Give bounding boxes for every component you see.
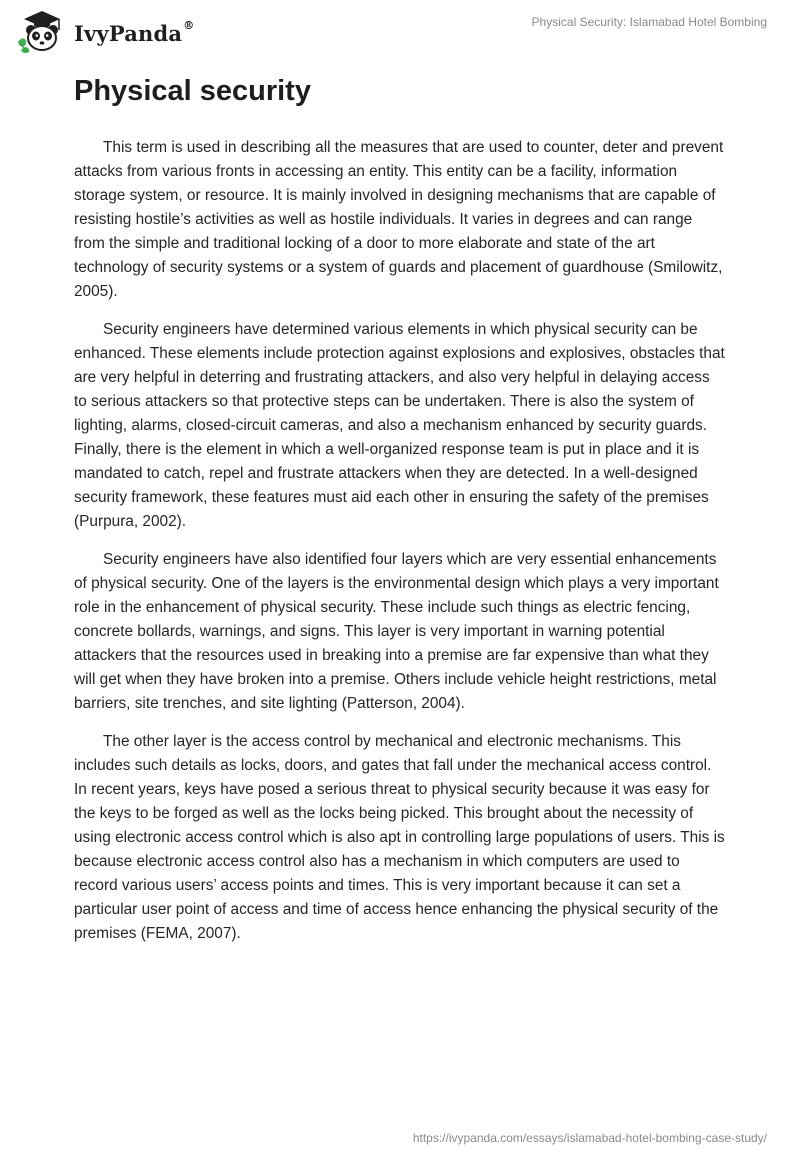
document-title: Physical Security: Islamabad Hotel Bombing: [531, 15, 767, 29]
article-content: [74, 70, 726, 960]
paragraph-2: Security engineers have determined various elements in which physical security can be enhanced. These elements include protection against explosions and explosives, obstacles that are very helpful in deterring and frustrating attackers, and also very helpful in delaying access to serious attackers so that protective steps can be undertaken. There is also the system of lighting, alarms, closed-circuit cameras, and also a mechanism enhanced by security guards. Finally, there is the element in which a well-organized response team is put in place and it is mandated to catch, repel and frustrate attackers when they are detected. In a well-designed security framework, these features must aid each other in ensuring the safety of the premises (Purpura, 2002).: [74, 321, 725, 530]
paragraph-4: The other layer is the access control by mechanical and electronic mechanisms. This includes such details as locks, doors, and gates that fall under the mechanical access control. In recent years, keys have posed a serious threat to physical security because it was easy for the keys to be forged as well as the locks being picked. This brought about the necessity of using electronic access control which is also apt in controlling large populations of users. This is because electronic access control also has a mechanism in which computers are used to record various users’ access points and times. This is very important because it can set a particular user point of access and time of access hence enhancing the physical security of the premises (FEMA, 2007).: [74, 733, 725, 942]
section-heading: Physical security: [74, 75, 311, 107]
paragraph-1: This term is used in describing all the measures that are used to counter, deter and prevent attacks from various fronts in accessing an entity. This entity can be a facility, information storage system, or resource. It is mainly involved in designing mechanisms that are capable of resisting hostile’s activities as well as hostile individuals. It varies in degrees and can range from the simple and traditional locking of a door to more elaborate and state of the art technology of security systems or a system of guards and placement of guardhouse (Smilowitz, 2005).: [74, 139, 724, 300]
logo-wordmark: IvyPanda®: [74, 18, 195, 46]
page-header: [0, 0, 800, 60]
source-url[interactable]: https://ivypanda.com/essays/islamabad-hotel-bombing-case-study/: [412, 1131, 767, 1145]
paragraph-3: Security engineers have also identified four layers which are very essential enhancements of physical security. One of the layers is the environmental design which plays a very important role in the enhancement of physical security. These include such things as electric fencing, concrete bollards, warnings, and signs. This layer is very important in warning potential attackers that the resources used in breaking into a premise are far expensive than what they will get when they have broken into a premise. Others include vehicle height restrictions, metal barriers, site trenches, and site lighting (Patterson, 2004).: [74, 551, 719, 712]
ivypanda-logo[interactable]: [14, 8, 194, 54]
panda-graduation-cap-icon: [14, 8, 70, 54]
